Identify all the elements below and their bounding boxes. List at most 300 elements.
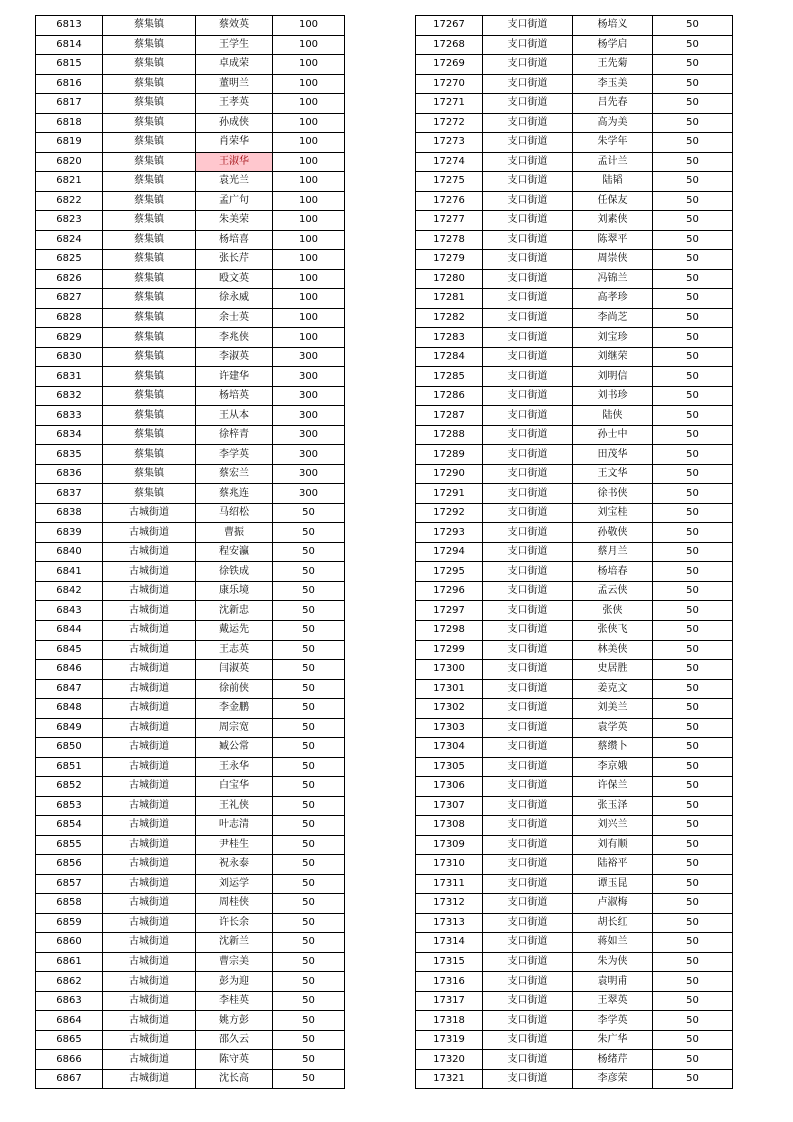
amount-cell: 50	[273, 1069, 345, 1089]
name-cell: 杨绪芹	[573, 1050, 653, 1070]
name-cell: 孟计兰	[573, 152, 653, 172]
amount-cell: 50	[273, 855, 345, 875]
town-cell: 蔡集镇	[103, 16, 196, 36]
table-row	[416, 679, 733, 699]
town-cell: 古城街道	[103, 855, 196, 875]
table-row	[416, 523, 733, 543]
town-cell: 支口街道	[483, 289, 573, 309]
table-row	[36, 1011, 345, 1031]
serial-number-cell: 6864	[36, 1011, 103, 1031]
amount-cell: 300	[273, 445, 345, 465]
name-cell: 杨培春	[573, 562, 653, 582]
table-row	[36, 406, 345, 426]
serial-number-cell: 6867	[36, 1069, 103, 1089]
town-cell: 古城街道	[103, 1030, 196, 1050]
amount-cell: 50	[273, 991, 345, 1011]
name-cell: 陆侠	[573, 406, 653, 426]
amount-cell: 100	[273, 191, 345, 211]
amount-cell: 50	[273, 757, 345, 777]
town-cell: 支口街道	[483, 835, 573, 855]
serial-number-cell: 6824	[36, 230, 103, 250]
serial-number-cell: 17320	[416, 1050, 483, 1070]
serial-number-cell: 6862	[36, 972, 103, 992]
table-row	[416, 386, 733, 406]
serial-number-cell: 17269	[416, 55, 483, 75]
serial-number-cell: 17276	[416, 191, 483, 211]
table-row	[416, 1050, 733, 1070]
name-cell: 王文华	[573, 464, 653, 484]
serial-number-cell: 6850	[36, 738, 103, 758]
name-cell: 陈翠平	[573, 230, 653, 250]
amount-cell: 50	[653, 933, 733, 953]
table-row	[416, 620, 733, 640]
amount-cell: 50	[653, 289, 733, 309]
serial-number-cell: 17284	[416, 347, 483, 367]
town-cell: 古城街道	[103, 1069, 196, 1089]
name-cell: 孙成侠	[196, 113, 273, 133]
serial-number-cell: 6849	[36, 718, 103, 738]
table-row	[416, 660, 733, 680]
name-cell: 祝永泰	[196, 855, 273, 875]
name-cell: 卢淑梅	[573, 894, 653, 914]
name-cell: 康乐境	[196, 581, 273, 601]
table-row	[36, 835, 345, 855]
name-cell: 孙士中	[573, 425, 653, 445]
table-row	[36, 191, 345, 211]
serial-number-cell: 17283	[416, 328, 483, 348]
serial-number-cell: 17307	[416, 796, 483, 816]
amount-cell: 100	[273, 74, 345, 94]
table-row	[36, 55, 345, 75]
amount-cell: 50	[653, 35, 733, 55]
name-cell: 刘有顺	[573, 835, 653, 855]
serial-number-cell: 17316	[416, 972, 483, 992]
table-row	[36, 464, 345, 484]
serial-number-cell: 6843	[36, 601, 103, 621]
name-cell: 王志英	[196, 640, 273, 660]
amount-cell: 50	[653, 1069, 733, 1089]
name-cell: 李兆侠	[196, 328, 273, 348]
serial-number-cell: 6858	[36, 894, 103, 914]
amount-cell: 50	[273, 640, 345, 660]
serial-number-cell: 6819	[36, 133, 103, 153]
amount-cell: 50	[653, 484, 733, 504]
amount-cell: 50	[653, 133, 733, 153]
table-row	[36, 874, 345, 894]
serial-number-cell: 6860	[36, 933, 103, 953]
name-cell: 白宝华	[196, 777, 273, 797]
table-row	[36, 757, 345, 777]
town-cell: 古城街道	[103, 523, 196, 543]
table-row	[36, 425, 345, 445]
name-cell: 朱学年	[573, 133, 653, 153]
table-row	[416, 855, 733, 875]
table-row	[416, 94, 733, 114]
name-cell: 刘宝桂	[573, 503, 653, 523]
table-row	[416, 133, 733, 153]
serial-number-cell: 17268	[416, 35, 483, 55]
table-row	[36, 777, 345, 797]
table-row	[36, 640, 345, 660]
name-cell: 王先菊	[573, 55, 653, 75]
town-cell: 蔡集镇	[103, 74, 196, 94]
amount-cell: 50	[273, 660, 345, 680]
table-row	[416, 972, 733, 992]
town-cell: 支口街道	[483, 952, 573, 972]
town-cell: 蔡集镇	[103, 484, 196, 504]
serial-number-cell: 17289	[416, 445, 483, 465]
amount-cell: 100	[273, 133, 345, 153]
name-cell: 李金鹏	[196, 699, 273, 719]
serial-number-cell: 17282	[416, 308, 483, 328]
town-cell: 古城街道	[103, 835, 196, 855]
name-cell: 蒋如兰	[573, 933, 653, 953]
name-cell: 李学英	[573, 1011, 653, 1031]
name-cell: 袁光兰	[196, 172, 273, 192]
name-cell: 沈新兰	[196, 933, 273, 953]
name-cell: 田茂华	[573, 445, 653, 465]
serial-number-cell: 6823	[36, 211, 103, 231]
amount-cell: 50	[653, 640, 733, 660]
name-cell: 李京娥	[573, 757, 653, 777]
name-cell: 李学英	[196, 445, 273, 465]
name-cell: 董明兰	[196, 74, 273, 94]
name-cell: 刘书珍	[573, 386, 653, 406]
town-cell: 支口街道	[483, 230, 573, 250]
name-cell: 徐书侠	[573, 484, 653, 504]
amount-cell: 50	[653, 347, 733, 367]
amount-cell: 50	[273, 679, 345, 699]
amount-cell: 100	[273, 230, 345, 250]
town-cell: 支口街道	[483, 445, 573, 465]
serial-number-cell: 6856	[36, 855, 103, 875]
amount-cell: 50	[273, 718, 345, 738]
serial-number-cell: 6831	[36, 367, 103, 387]
amount-cell: 100	[273, 16, 345, 36]
town-cell: 支口街道	[483, 542, 573, 562]
town-cell: 支口街道	[483, 796, 573, 816]
table-row	[416, 1011, 733, 1031]
name-cell: 胡长红	[573, 913, 653, 933]
amount-cell: 50	[653, 308, 733, 328]
amount-cell: 50	[653, 406, 733, 426]
table-row	[416, 718, 733, 738]
town-cell: 支口街道	[483, 679, 573, 699]
town-cell: 蔡集镇	[103, 35, 196, 55]
town-cell: 支口街道	[483, 94, 573, 114]
amount-cell: 50	[273, 835, 345, 855]
table-row	[416, 406, 733, 426]
serial-number-cell: 17315	[416, 952, 483, 972]
serial-number-cell: 6834	[36, 425, 103, 445]
town-cell: 支口街道	[483, 386, 573, 406]
amount-cell: 50	[653, 835, 733, 855]
table-row	[36, 386, 345, 406]
town-cell: 支口街道	[483, 1011, 573, 1031]
name-cell: 史居胜	[573, 660, 653, 680]
name-cell: 谭玉昆	[573, 874, 653, 894]
name-cell: 许保兰	[573, 777, 653, 797]
town-cell: 支口街道	[483, 152, 573, 172]
amount-cell: 50	[273, 738, 345, 758]
serial-number-cell: 6833	[36, 406, 103, 426]
table-row	[416, 913, 733, 933]
town-cell: 蔡集镇	[103, 386, 196, 406]
name-cell: 姚方彭	[196, 1011, 273, 1031]
town-cell: 蔡集镇	[103, 94, 196, 114]
name-cell: 刘美兰	[573, 699, 653, 719]
name-cell: 张侠	[573, 601, 653, 621]
name-cell: 戴运先	[196, 620, 273, 640]
amount-cell: 50	[653, 816, 733, 836]
amount-cell: 300	[273, 464, 345, 484]
table-row	[416, 952, 733, 972]
town-cell: 古城街道	[103, 894, 196, 914]
town-cell: 古城街道	[103, 699, 196, 719]
table-row	[416, 55, 733, 75]
town-cell: 蔡集镇	[103, 347, 196, 367]
table-row	[416, 367, 733, 387]
serial-number-cell: 17277	[416, 211, 483, 231]
amount-cell: 50	[653, 718, 733, 738]
right-roster-table	[415, 15, 733, 1089]
serial-number-cell: 6852	[36, 777, 103, 797]
name-cell: 尹桂生	[196, 835, 273, 855]
table-row	[36, 991, 345, 1011]
serial-number-cell: 17278	[416, 230, 483, 250]
name-cell: 彭为迎	[196, 972, 273, 992]
serial-number-cell: 17287	[416, 406, 483, 426]
name-cell: 刘继荣	[573, 347, 653, 367]
town-cell: 支口街道	[483, 699, 573, 719]
town-cell: 古城街道	[103, 620, 196, 640]
amount-cell: 50	[653, 1030, 733, 1050]
town-cell: 支口街道	[483, 133, 573, 153]
serial-number-cell: 17317	[416, 991, 483, 1011]
town-cell: 支口街道	[483, 113, 573, 133]
table-row	[36, 152, 345, 172]
table-row	[416, 308, 733, 328]
amount-cell: 100	[273, 269, 345, 289]
name-cell: 周崇侠	[573, 250, 653, 270]
amount-cell: 50	[273, 699, 345, 719]
table-row	[416, 874, 733, 894]
serial-number-cell: 17285	[416, 367, 483, 387]
town-cell: 支口街道	[483, 738, 573, 758]
name-cell: 李玉美	[573, 74, 653, 94]
serial-number-cell: 6863	[36, 991, 103, 1011]
town-cell: 蔡集镇	[103, 211, 196, 231]
table-row	[416, 601, 733, 621]
amount-cell: 50	[273, 816, 345, 836]
town-cell: 古城街道	[103, 874, 196, 894]
name-cell: 张侠飞	[573, 620, 653, 640]
table-row	[416, 894, 733, 914]
serial-number-cell: 17286	[416, 386, 483, 406]
town-cell: 支口街道	[483, 894, 573, 914]
town-cell: 蔡集镇	[103, 230, 196, 250]
table-row	[36, 1030, 345, 1050]
amount-cell: 50	[273, 1030, 345, 1050]
town-cell: 蔡集镇	[103, 113, 196, 133]
amount-cell: 50	[273, 972, 345, 992]
serial-number-cell: 6859	[36, 913, 103, 933]
name-cell: 王礼侠	[196, 796, 273, 816]
town-cell: 支口街道	[483, 874, 573, 894]
town-cell: 蔡集镇	[103, 425, 196, 445]
town-cell: 支口街道	[483, 367, 573, 387]
table-row	[36, 913, 345, 933]
town-cell: 古城街道	[103, 640, 196, 660]
amount-cell: 50	[273, 562, 345, 582]
town-cell: 古城街道	[103, 738, 196, 758]
table-row	[416, 933, 733, 953]
serial-number-cell: 17290	[416, 464, 483, 484]
town-cell: 蔡集镇	[103, 250, 196, 270]
serial-number-cell: 17311	[416, 874, 483, 894]
table-row	[416, 464, 733, 484]
table-row	[416, 74, 733, 94]
name-cell: 蔡效英	[196, 16, 273, 36]
table-row	[36, 894, 345, 914]
table-row	[36, 230, 345, 250]
amount-cell: 50	[653, 152, 733, 172]
serial-number-cell: 6848	[36, 699, 103, 719]
serial-number-cell: 17293	[416, 523, 483, 543]
table-row	[36, 308, 345, 328]
town-cell: 蔡集镇	[103, 133, 196, 153]
amount-cell: 50	[273, 894, 345, 914]
table-row	[416, 738, 733, 758]
table-row	[36, 562, 345, 582]
amount-cell: 50	[273, 620, 345, 640]
table-row	[416, 191, 733, 211]
town-cell: 支口街道	[483, 308, 573, 328]
table-row	[416, 230, 733, 250]
serial-number-cell: 17300	[416, 660, 483, 680]
name-cell: 殴文英	[196, 269, 273, 289]
amount-cell: 50	[653, 230, 733, 250]
town-cell: 古城街道	[103, 503, 196, 523]
table-row	[416, 328, 733, 348]
serial-number-cell: 6832	[36, 386, 103, 406]
table-row	[36, 347, 345, 367]
table-row	[36, 445, 345, 465]
serial-number-cell: 17308	[416, 816, 483, 836]
table-row	[416, 1030, 733, 1050]
town-cell: 支口街道	[483, 562, 573, 582]
name-cell: 王淑华	[196, 152, 273, 172]
serial-number-cell: 17273	[416, 133, 483, 153]
amount-cell: 100	[273, 289, 345, 309]
table-row	[416, 640, 733, 660]
amount-cell: 50	[653, 757, 733, 777]
serial-number-cell: 6837	[36, 484, 103, 504]
town-cell: 支口街道	[483, 620, 573, 640]
town-cell: 支口街道	[483, 757, 573, 777]
town-cell: 古城街道	[103, 562, 196, 582]
amount-cell: 50	[653, 503, 733, 523]
name-cell: 王从本	[196, 406, 273, 426]
town-cell: 古城街道	[103, 913, 196, 933]
amount-cell: 50	[273, 1011, 345, 1031]
town-cell: 古城街道	[103, 542, 196, 562]
table-row	[416, 172, 733, 192]
name-cell: 许建华	[196, 367, 273, 387]
name-cell: 肖荣华	[196, 133, 273, 153]
town-cell: 支口街道	[483, 640, 573, 660]
name-cell: 徐梓青	[196, 425, 273, 445]
name-cell: 林美侠	[573, 640, 653, 660]
amount-cell: 50	[653, 581, 733, 601]
table-row	[36, 581, 345, 601]
amount-cell: 100	[273, 211, 345, 231]
left-roster-table	[35, 15, 345, 1089]
name-cell: 朱美荣	[196, 211, 273, 231]
town-cell: 支口街道	[483, 191, 573, 211]
town-cell: 支口街道	[483, 211, 573, 231]
serial-number-cell: 6826	[36, 269, 103, 289]
table-row	[416, 777, 733, 797]
amount-cell: 50	[653, 94, 733, 114]
town-cell: 蔡集镇	[103, 406, 196, 426]
table-row	[36, 172, 345, 192]
amount-cell: 50	[653, 601, 733, 621]
amount-cell: 50	[653, 191, 733, 211]
serial-number-cell: 17312	[416, 894, 483, 914]
amount-cell: 50	[653, 386, 733, 406]
name-cell: 沈新忠	[196, 601, 273, 621]
serial-number-cell: 6813	[36, 16, 103, 36]
table-row	[36, 211, 345, 231]
name-cell: 刘运学	[196, 874, 273, 894]
serial-number-cell: 17271	[416, 94, 483, 114]
town-cell: 古城街道	[103, 991, 196, 1011]
name-cell: 李桂英	[196, 991, 273, 1011]
amount-cell: 50	[273, 581, 345, 601]
amount-cell: 50	[653, 328, 733, 348]
town-cell: 支口街道	[483, 347, 573, 367]
town-cell: 古城街道	[103, 952, 196, 972]
serial-number-cell: 6861	[36, 952, 103, 972]
town-cell: 支口街道	[483, 269, 573, 289]
name-cell: 袁明甫	[573, 972, 653, 992]
table-row	[36, 816, 345, 836]
name-cell: 曹振	[196, 523, 273, 543]
table-row	[36, 503, 345, 523]
amount-cell: 50	[653, 172, 733, 192]
amount-cell: 50	[653, 113, 733, 133]
town-cell: 支口街道	[483, 503, 573, 523]
name-cell: 杨学启	[573, 35, 653, 55]
town-cell: 蔡集镇	[103, 55, 196, 75]
town-cell: 古城街道	[103, 581, 196, 601]
serial-number-cell: 17294	[416, 542, 483, 562]
serial-number-cell: 17296	[416, 581, 483, 601]
amount-cell: 50	[653, 269, 733, 289]
serial-number-cell: 6853	[36, 796, 103, 816]
table-row	[36, 796, 345, 816]
amount-cell: 50	[653, 894, 733, 914]
amount-cell: 50	[653, 660, 733, 680]
amount-cell: 50	[273, 1050, 345, 1070]
serial-number-cell: 17280	[416, 269, 483, 289]
name-cell: 蔡宏兰	[196, 464, 273, 484]
table-row	[416, 445, 733, 465]
left-table-body	[36, 16, 345, 1089]
serial-number-cell: 6845	[36, 640, 103, 660]
amount-cell: 100	[273, 172, 345, 192]
